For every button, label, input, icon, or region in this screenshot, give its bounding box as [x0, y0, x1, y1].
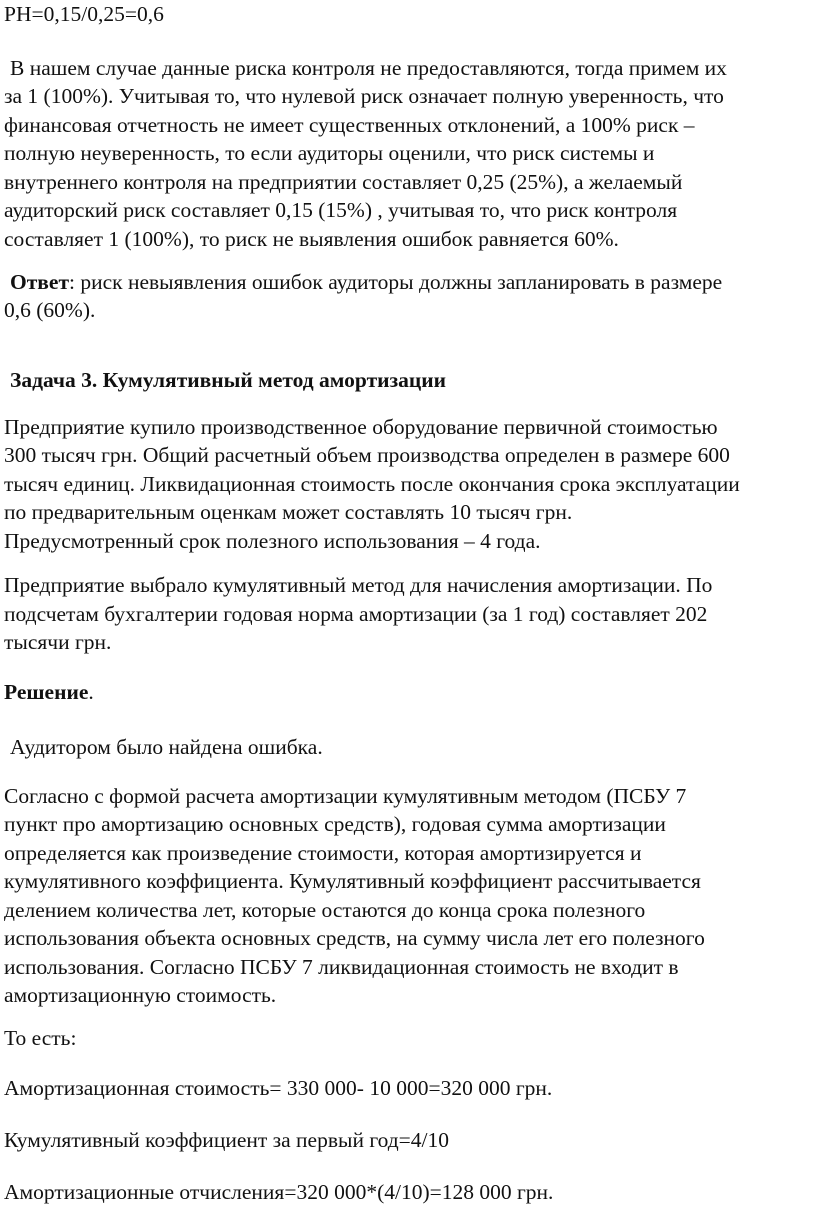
- auditor-found-text: Аудитором было найдена ошибка.: [10, 735, 323, 759]
- calc-amortizable-value: Амортизационная стоимость= 330 000- 10 000=320 000 грн.: [4, 1076, 553, 1100]
- paragraph-line: за 1 (100%). Учитывая то, что нулевой риск означает полную уверенность, что: [4, 84, 724, 108]
- paragraph-line: использования. Согласно ПСБУ 7 ликвидационная стоимость не входит в: [4, 955, 679, 979]
- paragraph-line: финансовая отчетность не имеет существенных отклонений, а 100% риск –: [4, 113, 695, 137]
- solution-label: Решение: [4, 680, 89, 704]
- paragraph-line: определяется как произведение стоимости, которая амортизируется и: [4, 841, 642, 865]
- paragraph-line: Согласно с формой расчета амортизации кумулятивным методом (ПСБУ 7: [4, 784, 687, 808]
- paragraph-line: 0,6 (60%).: [4, 298, 96, 322]
- solution-heading: Решение.: [4, 680, 94, 704]
- paragraph-line: амортизационную стоимость.: [4, 983, 277, 1007]
- paragraph-line: 300 тысяч грн. Общий расчетный объем производства определен в размере 600: [4, 443, 730, 467]
- calc-cumulative-coefficient: Кумулятивный коэффициент за первый год=4/10: [4, 1128, 450, 1152]
- paragraph-line: В нашем случае данные риска контроля не предоставляются, тогда примем их: [10, 56, 727, 80]
- calc-amortization-deductions: Амортизационные отчисления=320 000*(4/10)=128 000 грн.: [4, 1180, 554, 1204]
- paragraph-line: тысяч единиц. Ликвидационная стоимость после окончания срока эксплуатации: [4, 472, 740, 496]
- paragraph-line: полную неуверенность, то если аудиторы оценили, что риск системы и: [4, 141, 655, 165]
- paragraph-line: по предварительным оценкам может составлять 10 тысяч грн.: [4, 500, 573, 524]
- paragraph-line: Предприятие купило производственное оборудование первичной стоимостью: [4, 415, 718, 439]
- paragraph-line: внутреннего контроля на предприятии составляет 0,25 (25%), а желаемый: [4, 170, 683, 194]
- paragraph-line: кумулятивного коэффициента. Кумулятивный коэффициент рассчитывается: [4, 869, 701, 893]
- paragraph-line: пункт про амортизацию основных средств), годовая сумма амортизации: [4, 812, 666, 836]
- task-title: Задача 3. Кумулятивный метод амортизации: [10, 368, 447, 392]
- paragraph-line: составляет 1 (100%), то риск не выявления ошибок равняется 60%.: [4, 227, 619, 251]
- paragraph-line: Предприятие выбрало кумулятивный метод для начисления амортизации. По: [4, 573, 713, 597]
- paragraph-line: аудиторский риск составляет 0,15 (15%) , учитывая то, что риск контроля: [4, 198, 678, 222]
- answer-text: : риск невыявления ошибок аудиторы должны запланировать в размере: [69, 270, 723, 294]
- paragraph-line: Предусмотренный срок полезного использования – 4 года.: [4, 529, 541, 553]
- paragraph-line: подсчетам бухгалтерии годовая норма амортизации (за 1 год) составляет 202: [4, 602, 708, 626]
- rn-formula: РН=0,15/0,25=0,6: [4, 2, 164, 26]
- paragraph-line: тысячи грн.: [4, 630, 112, 654]
- that-is-text: То есть:: [4, 1026, 77, 1050]
- paragraph-line: использования объекта основных средств, на сумму числа лет его полезного: [4, 926, 705, 950]
- paragraph-line: [10, 268, 722, 297]
- answer-label: Ответ: [10, 270, 69, 294]
- paragraph-line: делением количества лет, которые остаются до конца срока полезного: [4, 898, 646, 922]
